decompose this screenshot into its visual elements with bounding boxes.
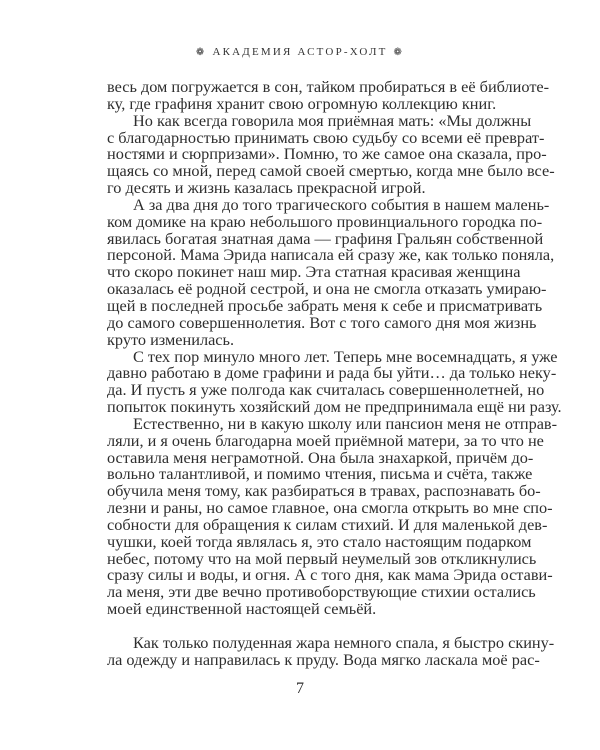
text-line: весь дом погружается в сон, тайком пробираться в её библиоте- <box>107 77 550 96</box>
text-line: Естественно, ни в какую школу или пансион меня не отправ- <box>133 413 558 433</box>
text-line: щей в последней просьбе забрать меня к себе и присматривать <box>107 295 543 315</box>
text-line: с благодарностью принимать свою судьбу со всеми её преврат- <box>107 127 545 147</box>
running-header <box>0 46 600 58</box>
paragraph <box>107 77 550 113</box>
text-line: моей единственной настоящей семьёй. <box>107 599 377 619</box>
text-line: что скоро покинет наш мир. Эта статная красивая женщина <box>107 262 521 282</box>
text-line: до самого совершеннолетия. Вот с того самого дня моя жизнь <box>107 312 537 332</box>
text-line: ку, где графиня хранит свою огромную коллекцию книг. <box>107 93 497 113</box>
ornament-icon: ❁ <box>195 47 207 58</box>
text-line: собности для обращения к силам стихий. И для маленькой дев- <box>107 514 548 534</box>
text-line: чушки, коей тогда являлась я, это стало настоящим подарком <box>107 531 532 551</box>
text-line: оставила меня неграмотной. Она была знахаркой, причём до- <box>107 447 534 467</box>
text-line: круто изменилась. <box>107 329 235 349</box>
text-line: вольно талантливой, и помимо чтения, письма и счёта, также <box>107 464 533 484</box>
header-title: АКАДЕМИЯ АСТОР-ХОЛТ <box>212 46 388 58</box>
text-line: сразу силы и воды, и огня. А с того дня, как мама Эрида остави- <box>107 565 553 585</box>
text-line: обучила меня тому, как разбираться в травах, распознавать бо- <box>107 481 541 501</box>
paragraph <box>107 110 555 198</box>
text-line: попыток покинуть хозяйский дом не предпринимала ещё ни разу. <box>107 397 562 417</box>
text-line: С тех пор минуло много лет. Теперь мне восемнадцать, я уже <box>133 346 558 366</box>
text-line: да. И пусть я уже полгода как считалась совершеннолетней, но <box>107 380 545 400</box>
text-line: Но как всегда говорила моя приёмная мать: «Мы должны <box>133 110 532 130</box>
text-line: щаясь со мной, перед самой своей смертью, когда мне было все- <box>107 161 555 181</box>
text-line: ностями и сюрпризами». Помню, то же самое она сказала, про- <box>107 144 547 164</box>
paragraph <box>107 413 558 619</box>
paragraph <box>107 633 555 669</box>
page-number: 7 <box>296 680 304 697</box>
text-line: ляли, и я очень благодарна моей приёмной матери, за то что не <box>107 430 544 450</box>
text-line: Как только полуденная жара немного спала, я быстро скину- <box>133 633 555 652</box>
text-line: А за два дня до того трагического события в нашем малень- <box>133 194 550 214</box>
text-line: лезни и раны, но самое главное, она смогла открыть во мне спо- <box>107 498 553 518</box>
text-line: ком домике на краю небольшого провинциального городка по- <box>107 211 543 231</box>
text-line: персоной. Мама Эрида написала ей сразу же, как только поняла, <box>107 245 555 265</box>
text-line: явилась богатая знатная дама — графиня Гральян собственной <box>107 228 544 248</box>
body-text <box>107 77 562 669</box>
text-line: ла одежду и направилась к пруду. Вода мягко ласкала моё рас- <box>107 649 540 669</box>
ornament-icon: ❁ <box>393 47 405 58</box>
text-line: давно работаю в доме графини и рада бы уйти… да только неку- <box>107 363 557 383</box>
paragraph <box>107 194 555 349</box>
text-line: го десять и жизнь казалась прекрасной игрой. <box>107 178 426 198</box>
text-line: небес, потому что на мой первый неумелый зов откликнулись <box>107 548 537 568</box>
paragraph <box>107 346 562 417</box>
text-line: оказалась её родной сестрой, и она не смогла отказать умираю- <box>107 279 547 299</box>
text-line: ла меня, эти две вечно противоборствующие стихии остались <box>107 582 536 602</box>
